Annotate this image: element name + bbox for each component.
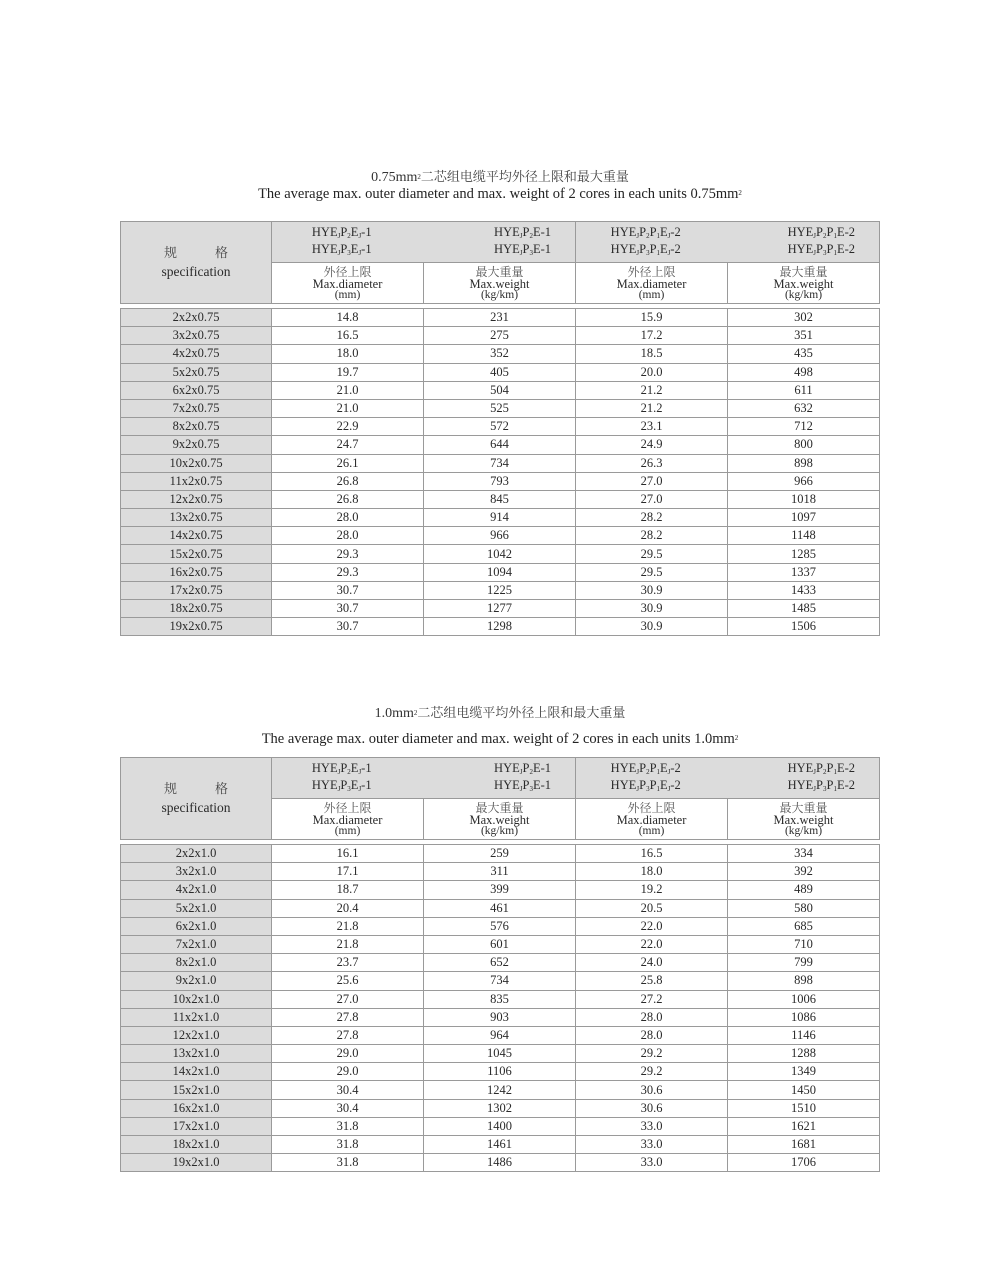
value-cell: 1097 — [728, 509, 880, 527]
value-cell: 21.8 — [272, 935, 424, 953]
table-row — [121, 917, 880, 935]
value-cell: 1006 — [728, 990, 880, 1008]
value-cell: 25.8 — [576, 972, 728, 990]
value-cell: 966 — [728, 472, 880, 490]
value-cell: 405 — [424, 363, 576, 381]
value-cell: 19.7 — [272, 363, 424, 381]
value-cell: 22.0 — [576, 935, 728, 953]
value-cell: 1018 — [728, 490, 880, 508]
spec-cell: 17x2x0.75 — [121, 581, 272, 599]
value-cell: 29.5 — [576, 545, 728, 563]
value-cell: 504 — [424, 381, 576, 399]
value-cell: 17.1 — [272, 863, 424, 881]
table-row — [121, 345, 880, 363]
value-cell: 1042 — [424, 545, 576, 563]
value-cell: 18.0 — [272, 345, 424, 363]
value-cell: 30.9 — [576, 618, 728, 636]
value-cell: 712 — [728, 418, 880, 436]
value-cell: 1485 — [728, 600, 880, 618]
spec-cell: 3x2x0.75 — [121, 327, 272, 345]
table-row — [121, 972, 880, 990]
column-header: 外径上限 Max.diameter (mm) — [576, 263, 728, 304]
value-cell: 21.0 — [272, 399, 424, 417]
value-cell: 1681 — [728, 1136, 880, 1154]
table-row — [121, 1136, 880, 1154]
model-group-header — [272, 222, 576, 263]
table-section-0.75 — [120, 170, 880, 636]
value-cell: 302 — [728, 309, 880, 327]
spec-cell: 4x2x1.0 — [121, 881, 272, 899]
table-row — [121, 418, 880, 436]
table-row — [121, 881, 880, 899]
value-cell: 399 — [424, 881, 576, 899]
value-cell: 20.5 — [576, 899, 728, 917]
table-row — [121, 935, 880, 953]
value-cell: 21.0 — [272, 381, 424, 399]
table-row — [121, 309, 880, 327]
model-group-header — [576, 222, 880, 263]
table-row — [121, 545, 880, 563]
spec-header-cn: 规格 — [163, 781, 266, 797]
spec-cell: 19x2x0.75 — [121, 618, 272, 636]
model-names: $HYE_JP_2E-1$ $HYE_JP_3E-1$ — [494, 225, 551, 257]
value-cell: 1400 — [424, 1117, 576, 1135]
value-cell: 1450 — [728, 1081, 880, 1099]
value-cell: 1225 — [424, 581, 576, 599]
table-row — [121, 436, 880, 454]
value-cell: 24.7 — [272, 436, 424, 454]
table-row — [121, 600, 880, 618]
spec-cell: 14x2x0.75 — [121, 527, 272, 545]
value-cell: 1288 — [728, 1045, 880, 1063]
value-cell: 835 — [424, 990, 576, 1008]
value-cell: 1045 — [424, 1045, 576, 1063]
value-cell: 352 — [424, 345, 576, 363]
value-cell: 576 — [424, 917, 576, 935]
value-cell: 23.7 — [272, 954, 424, 972]
spec-cell: 9x2x0.75 — [121, 436, 272, 454]
value-cell: 33.0 — [576, 1117, 728, 1135]
table-row — [121, 563, 880, 581]
table-title-en: The average max. outer diameter and max. weight of 2 cores in each units $1.0mm^2$ — [261, 731, 739, 747]
spec-header — [121, 758, 272, 840]
value-cell: 29.5 — [576, 563, 728, 581]
value-cell: 311 — [424, 863, 576, 881]
value-cell: 20.0 — [576, 363, 728, 381]
value-cell: 29.0 — [272, 1045, 424, 1063]
spec-cell: 13x2x1.0 — [121, 1045, 272, 1063]
value-cell: 580 — [728, 899, 880, 917]
spec-cell: 17x2x1.0 — [121, 1117, 272, 1135]
table-row — [121, 1008, 880, 1026]
model-names: $HYE_JP_2P_1E_J-2$ $HYE_JP_3P_1E_J-2$ — [610, 761, 681, 793]
value-cell: 14.8 — [272, 309, 424, 327]
value-cell: 461 — [424, 899, 576, 917]
table-row — [121, 581, 880, 599]
spec-header-en: specification — [161, 263, 231, 279]
spec-cell: 12x2x0.75 — [121, 490, 272, 508]
table-header — [120, 221, 880, 304]
table-row — [121, 1117, 880, 1135]
value-cell: 1094 — [424, 563, 576, 581]
value-cell: 1506 — [728, 618, 880, 636]
spec-header-cn: 规格 — [163, 245, 266, 261]
value-cell: 30.4 — [272, 1081, 424, 1099]
value-cell: 30.9 — [576, 581, 728, 599]
value-cell: 27.8 — [272, 1008, 424, 1026]
model-group-header — [272, 758, 576, 799]
value-cell: 29.2 — [576, 1045, 728, 1063]
table-title-en: The average max. outer diameter and max. weight of 2 cores in each units $0.75mm^2$ — [258, 186, 742, 202]
table-row — [121, 618, 880, 636]
spec-cell: 11x2x0.75 — [121, 472, 272, 490]
column-header: 最大重量 Max.weight (kg/km) — [728, 263, 880, 304]
column-header: 外径上限 Max.diameter (mm) — [272, 263, 424, 304]
model-group-header — [576, 758, 880, 799]
table-row — [121, 1026, 880, 1044]
value-cell: 903 — [424, 1008, 576, 1026]
table-row — [121, 490, 880, 508]
table-header — [120, 757, 880, 840]
value-cell: 27.0 — [272, 990, 424, 1008]
value-cell: 845 — [424, 490, 576, 508]
value-cell: 964 — [424, 1026, 576, 1044]
spec-cell: 8x2x0.75 — [121, 418, 272, 436]
value-cell: 334 — [728, 845, 880, 863]
spec-cell: 5x2x0.75 — [121, 363, 272, 381]
table-row — [121, 1154, 880, 1172]
value-cell: 966 — [424, 527, 576, 545]
value-cell: 632 — [728, 399, 880, 417]
spec-cell: 11x2x1.0 — [121, 1008, 272, 1026]
value-cell: 24.9 — [576, 436, 728, 454]
table-section-1.0 — [120, 706, 880, 1172]
value-cell: 17.2 — [576, 327, 728, 345]
value-cell: 25.6 — [272, 972, 424, 990]
value-cell: 28.0 — [576, 1026, 728, 1044]
value-cell: 1302 — [424, 1099, 576, 1117]
value-cell: 19.2 — [576, 881, 728, 899]
value-cell: 21.8 — [272, 917, 424, 935]
value-cell: 30.6 — [576, 1081, 728, 1099]
spec-cell: 15x2x1.0 — [121, 1081, 272, 1099]
value-cell: 26.3 — [576, 454, 728, 472]
spec-cell: 7x2x0.75 — [121, 399, 272, 417]
table-row — [121, 327, 880, 345]
table-row — [121, 954, 880, 972]
value-cell: 15.9 — [576, 309, 728, 327]
spec-cell: 3x2x1.0 — [121, 863, 272, 881]
table-row — [121, 399, 880, 417]
spec-cell: 6x2x1.0 — [121, 917, 272, 935]
value-cell: 30.7 — [272, 581, 424, 599]
value-cell: 30.4 — [272, 1099, 424, 1117]
value-cell: 16.1 — [272, 845, 424, 863]
value-cell: 898 — [728, 972, 880, 990]
spec-cell: 16x2x1.0 — [121, 1099, 272, 1117]
value-cell: 33.0 — [576, 1136, 728, 1154]
table-row — [121, 863, 880, 881]
table-row — [121, 990, 880, 1008]
value-cell: 1486 — [424, 1154, 576, 1172]
column-header: 外径上限 Max.diameter (mm) — [272, 799, 424, 840]
value-cell: 24.0 — [576, 954, 728, 972]
value-cell: 18.7 — [272, 881, 424, 899]
value-cell: 275 — [424, 327, 576, 345]
value-cell: 21.2 — [576, 381, 728, 399]
table-row — [121, 472, 880, 490]
spec-cell: 8x2x1.0 — [121, 954, 272, 972]
value-cell: 1298 — [424, 618, 576, 636]
column-header: 最大重量 Max.weight (kg/km) — [424, 263, 576, 304]
value-cell: 1349 — [728, 1063, 880, 1081]
table-row — [121, 1063, 880, 1081]
value-cell: 601 — [424, 935, 576, 953]
spec-cell: 18x2x1.0 — [121, 1136, 272, 1154]
table-title-cn: $1.0mm^2$二芯组电缆平均外径上限和最大重量 — [374, 706, 626, 721]
value-cell: 572 — [424, 418, 576, 436]
spec-cell: 2x2x1.0 — [121, 845, 272, 863]
value-cell: 489 — [728, 881, 880, 899]
spec-cell: 2x2x0.75 — [121, 309, 272, 327]
spec-cell: 5x2x1.0 — [121, 899, 272, 917]
value-cell: 26.1 — [272, 454, 424, 472]
value-cell: 30.7 — [272, 618, 424, 636]
value-cell: 28.2 — [576, 509, 728, 527]
value-cell: 793 — [424, 472, 576, 490]
value-cell: 1706 — [728, 1154, 880, 1172]
value-cell: 1146 — [728, 1026, 880, 1044]
value-cell: 611 — [728, 381, 880, 399]
column-header: 最大重量 Max.weight (kg/km) — [424, 799, 576, 840]
value-cell: 29.2 — [576, 1063, 728, 1081]
table-row — [121, 845, 880, 863]
value-cell: 31.8 — [272, 1154, 424, 1172]
spec-cell: 16x2x0.75 — [121, 563, 272, 581]
table-row — [121, 363, 880, 381]
table-row — [121, 509, 880, 527]
spec-cell: 14x2x1.0 — [121, 1063, 272, 1081]
value-cell: 898 — [728, 454, 880, 472]
spec-cell: 9x2x1.0 — [121, 972, 272, 990]
value-cell: 20.4 — [272, 899, 424, 917]
spec-cell: 6x2x0.75 — [121, 381, 272, 399]
table-row — [121, 454, 880, 472]
value-cell: 30.7 — [272, 600, 424, 618]
value-cell: 30.9 — [576, 600, 728, 618]
table-row — [121, 1045, 880, 1063]
spec-cell: 4x2x0.75 — [121, 345, 272, 363]
value-cell: 31.8 — [272, 1136, 424, 1154]
value-cell: 435 — [728, 345, 880, 363]
model-names: $HYE_JP_2P_1E_J-2$ $HYE_JP_3P_1E_J-2$ — [610, 225, 681, 257]
value-cell: 29.3 — [272, 545, 424, 563]
spec-cell: 13x2x0.75 — [121, 509, 272, 527]
model-names: $HYE_JP_2E_J-1$ $HYE_JP_3E_J-1$ — [311, 225, 372, 257]
value-cell: 392 — [728, 863, 880, 881]
value-cell: 23.1 — [576, 418, 728, 436]
spec-header-en: specification — [161, 799, 231, 815]
value-cell: 1086 — [728, 1008, 880, 1026]
value-cell: 1433 — [728, 581, 880, 599]
value-cell: 27.2 — [576, 990, 728, 1008]
value-cell: 29.0 — [272, 1063, 424, 1081]
table-body — [120, 308, 880, 636]
value-cell: 27.0 — [576, 490, 728, 508]
table-row — [121, 527, 880, 545]
table-row — [121, 1081, 880, 1099]
value-cell: 33.0 — [576, 1154, 728, 1172]
column-header: 最大重量 Max.weight (kg/km) — [728, 799, 880, 840]
value-cell: 30.6 — [576, 1099, 728, 1117]
value-cell: 27.8 — [272, 1026, 424, 1044]
spec-cell: 15x2x0.75 — [121, 545, 272, 563]
spec-cell: 10x2x1.0 — [121, 990, 272, 1008]
value-cell: 734 — [424, 972, 576, 990]
model-names: $HYE_JP_2P_1E-2$ $HYE_JP_3P_1E-2$ — [787, 761, 855, 793]
value-cell: 22.0 — [576, 917, 728, 935]
value-cell: 351 — [728, 327, 880, 345]
value-cell: 1285 — [728, 545, 880, 563]
spec-cell: 18x2x0.75 — [121, 600, 272, 618]
value-cell: 18.0 — [576, 863, 728, 881]
value-cell: 259 — [424, 845, 576, 863]
table-body — [120, 844, 880, 1172]
table-row — [121, 381, 880, 399]
value-cell: 231 — [424, 309, 576, 327]
value-cell: 1277 — [424, 600, 576, 618]
value-cell: 28.2 — [576, 527, 728, 545]
value-cell: 1621 — [728, 1117, 880, 1135]
value-cell: 22.9 — [272, 418, 424, 436]
value-cell: 1337 — [728, 563, 880, 581]
value-cell: 914 — [424, 509, 576, 527]
value-cell: 21.2 — [576, 399, 728, 417]
value-cell: 800 — [728, 436, 880, 454]
value-cell: 1461 — [424, 1136, 576, 1154]
value-cell: 1106 — [424, 1063, 576, 1081]
value-cell: 28.0 — [272, 527, 424, 545]
value-cell: 710 — [728, 935, 880, 953]
spec-header — [121, 222, 272, 304]
model-names: $HYE_JP_2E-1$ $HYE_JP_3E-1$ — [494, 761, 551, 793]
value-cell: 525 — [424, 399, 576, 417]
value-cell: 498 — [728, 363, 880, 381]
spec-cell: 7x2x1.0 — [121, 935, 272, 953]
value-cell: 1242 — [424, 1081, 576, 1099]
value-cell: 16.5 — [576, 845, 728, 863]
value-cell: 26.8 — [272, 490, 424, 508]
model-names: $HYE_JP_2P_1E-2$ $HYE_JP_3P_1E-2$ — [787, 225, 855, 257]
value-cell: 18.5 — [576, 345, 728, 363]
value-cell: 685 — [728, 917, 880, 935]
value-cell: 16.5 — [272, 327, 424, 345]
value-cell: 799 — [728, 954, 880, 972]
column-header: 外径上限 Max.diameter (mm) — [576, 799, 728, 840]
value-cell: 734 — [424, 454, 576, 472]
value-cell: 1148 — [728, 527, 880, 545]
value-cell: 28.0 — [576, 1008, 728, 1026]
value-cell: 31.8 — [272, 1117, 424, 1135]
table-row — [121, 899, 880, 917]
spec-cell: 12x2x1.0 — [121, 1026, 272, 1044]
value-cell: 1510 — [728, 1099, 880, 1117]
value-cell: 644 — [424, 436, 576, 454]
spec-cell: 19x2x1.0 — [121, 1154, 272, 1172]
value-cell: 26.8 — [272, 472, 424, 490]
table-title-cn: $0.75mm^2$二芯组电缆平均外径上限和最大重量 — [371, 170, 629, 185]
table-row — [121, 1099, 880, 1117]
model-names: $HYE_JP_2E_J-1$ $HYE_JP_3E_J-1$ — [311, 761, 372, 793]
value-cell: 29.3 — [272, 563, 424, 581]
spec-cell: 10x2x0.75 — [121, 454, 272, 472]
value-cell: 27.0 — [576, 472, 728, 490]
value-cell: 652 — [424, 954, 576, 972]
value-cell: 28.0 — [272, 509, 424, 527]
